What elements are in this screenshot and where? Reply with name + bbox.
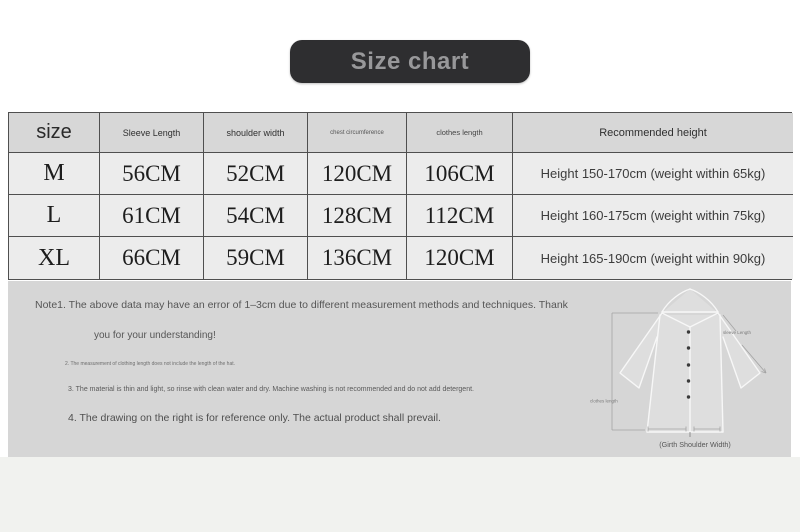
row-l-sleeve: 61CM [100, 195, 204, 237]
column-header-chest: chest circumference [308, 113, 407, 153]
column-header-height: Recommended height [513, 113, 793, 153]
row-m-size: M [9, 153, 100, 195]
row-l-chest: 128CM [308, 195, 407, 237]
column-header-shoulder: shoulder width [204, 113, 308, 153]
size-chart-title-pill [290, 40, 530, 83]
bottom-background-strip [0, 457, 800, 532]
row-m-shoulder: 52CM [204, 153, 308, 195]
row-xl-size: XL [9, 237, 100, 279]
column-header-clothes: clothes length [407, 113, 513, 153]
row-l-clothes: 112CM [407, 195, 513, 237]
coat-right-sleeve-fill [718, 313, 760, 388]
note-1-line-1: Note1. The above data may have an error of 1–3cm due to different measurement methods and techniques. Thank [35, 299, 568, 311]
row-xl-clothes: 120CM [407, 237, 513, 279]
size-table [8, 112, 792, 280]
row-m-height: Height 150-170cm (weight within 65kg) [513, 153, 793, 195]
row-l-shoulder: 54CM [204, 195, 308, 237]
column-header-size: size [9, 113, 100, 153]
row-l-size: L [9, 195, 100, 237]
row-xl-sleeve: 66CM [100, 237, 204, 279]
notes-panel [8, 281, 791, 457]
note-4: 4. The drawing on the right is for reference only. The actual product shall prevail. [68, 412, 441, 424]
row-xl-height: Height 165-190cm (weight within 90kg) [513, 237, 793, 279]
sleeve-length-label: sleeve Length [723, 330, 752, 335]
raincoat-diagram [590, 285, 790, 457]
clothes-length-label: clothes length [590, 398, 618, 404]
note-2: 2. The measurement of clothing length does not include the length of the hat. [65, 361, 236, 367]
note-3: 3. The material is thin and light, so rinse with clean water and dry. Machine washing is not recommended and do not add detergent. [68, 386, 474, 393]
note-1-line-2: you for your understanding! [94, 330, 216, 341]
row-l-height: Height 160-175cm (weight within 75kg) [513, 195, 793, 237]
page-title: Size chart [350, 47, 470, 75]
column-header-sleeve: Sleeve Length [100, 113, 204, 153]
row-m-sleeve: 56CM [100, 153, 204, 195]
girth-shoulder-width-label: (Girth Shoulder Width) [659, 440, 731, 449]
row-xl-chest: 136CM [308, 237, 407, 279]
row-m-clothes: 106CM [407, 153, 513, 195]
row-m-chest: 120CM [308, 153, 407, 195]
row-xl-shoulder: 59CM [204, 237, 308, 279]
